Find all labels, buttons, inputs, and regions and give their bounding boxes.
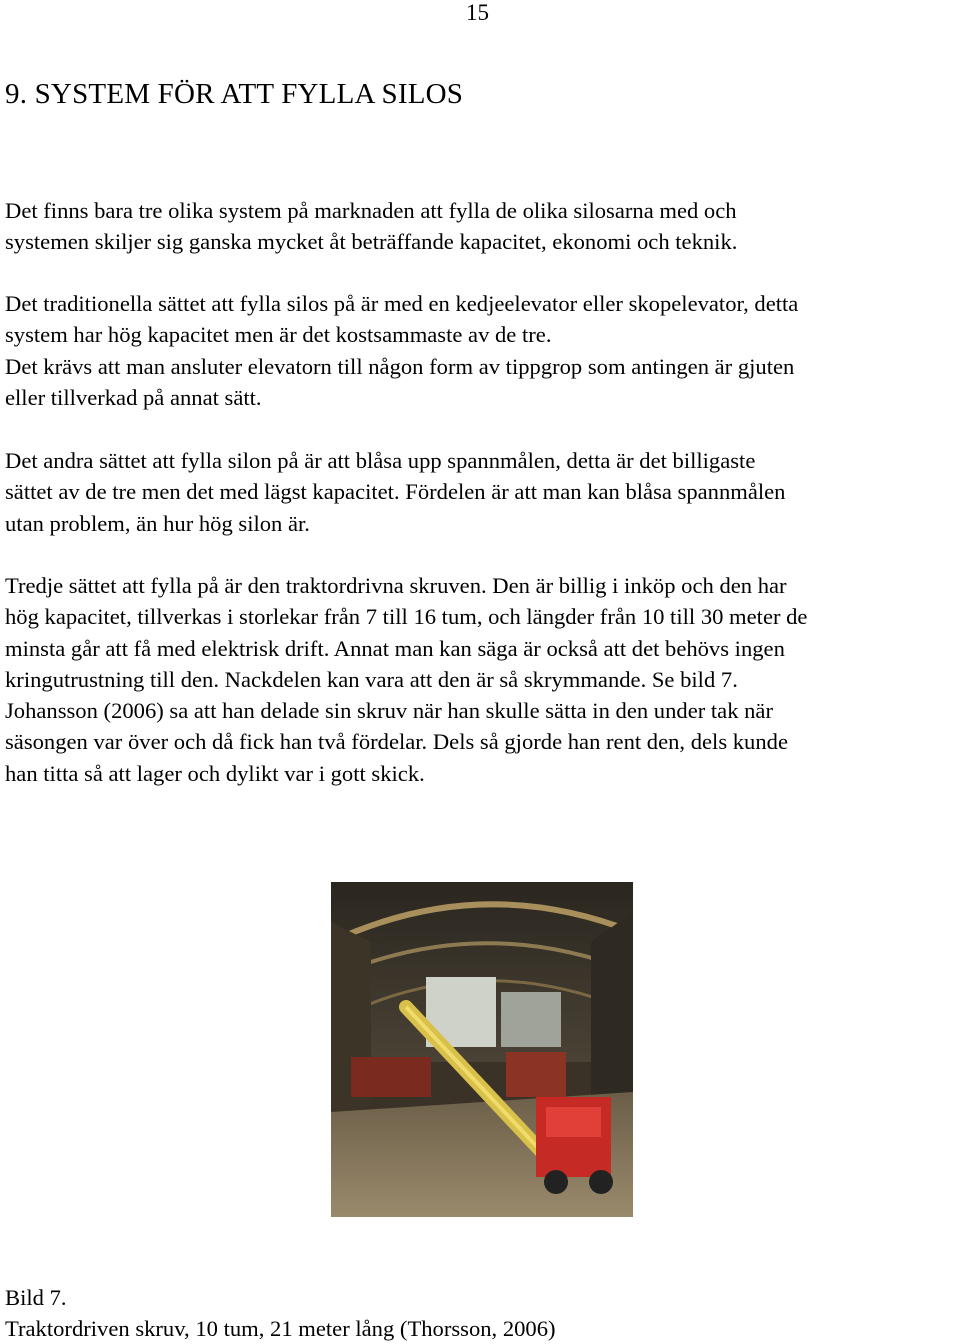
text-line: kringutrustning till den. Nackdelen kan vara att den är så skrymmande. Se bild 7. [5, 666, 738, 692]
paragraph-blower [5, 445, 960, 539]
section-heading: 9. SYSTEM FÖR ATT FYLLA SILOS [5, 78, 464, 110]
paragraph-auger [5, 570, 960, 789]
auger-photo-drawing [331, 882, 633, 1217]
paragraph-intro [5, 195, 960, 258]
text-line: systemen skiljer sig ganska mycket åt beträffande kapacitet, ekonomi och teknik. [5, 229, 738, 255]
text-line: minsta går att få med elektrisk drift. Annat man kan säga är också att det behövs ingen [5, 635, 785, 661]
text-line: sättet av de tre men det med lägst kapacitet. Fördelen är att man kan blåsa spannmålen [5, 479, 786, 505]
paragraph-elevator [5, 288, 960, 413]
auger-photo [331, 882, 633, 1217]
text-line: system har hög kapacitet men är det kostsammaste av de tre. [5, 322, 552, 348]
figure-label: Bild 7. [5, 1285, 67, 1310]
text-line: utan problem, än hur hög silon är. [5, 510, 310, 536]
text-line: säsongen var över och då fick han två fördelar. Dels så gjorde han rent den, dels kunde [5, 729, 788, 755]
text-line: eller tillverkad på annat sätt. [5, 384, 262, 410]
text-line: Tredje sättet att fylla på är den traktordrivna skruven. Den är billig i inköp och den har [5, 573, 787, 598]
text-line: Det andra sättet att fylla silon på är att blåsa upp spannmålen, detta är det billigaste [5, 448, 756, 473]
page-number: 15 [466, 0, 489, 25]
text-line: han titta så att lager och dylikt var i gott skick. [5, 760, 425, 786]
figure-caption: Traktordriven skruv, 10 tum, 21 meter lång (Thorsson, 2006) [5, 1316, 556, 1341]
text-line: Johansson (2006) sa att han delade sin skruv när han skulle sätta in den under tak när [5, 698, 773, 724]
text-line: Det finns bara tre olika system på marknaden att fylla de olika silosarna med och [5, 198, 737, 223]
text-line: Det krävs att man ansluter elevatorn till någon form av tippgrop som antingen är gjuten [5, 353, 795, 379]
text-line: Det traditionella sättet att fylla silos på är med en kedjeelevator eller skopelevator, detta [5, 291, 799, 316]
text-line: hög kapacitet, tillverkas i storlekar från 7 till 16 tum, och längder från 10 till 30 meter de [5, 604, 808, 630]
